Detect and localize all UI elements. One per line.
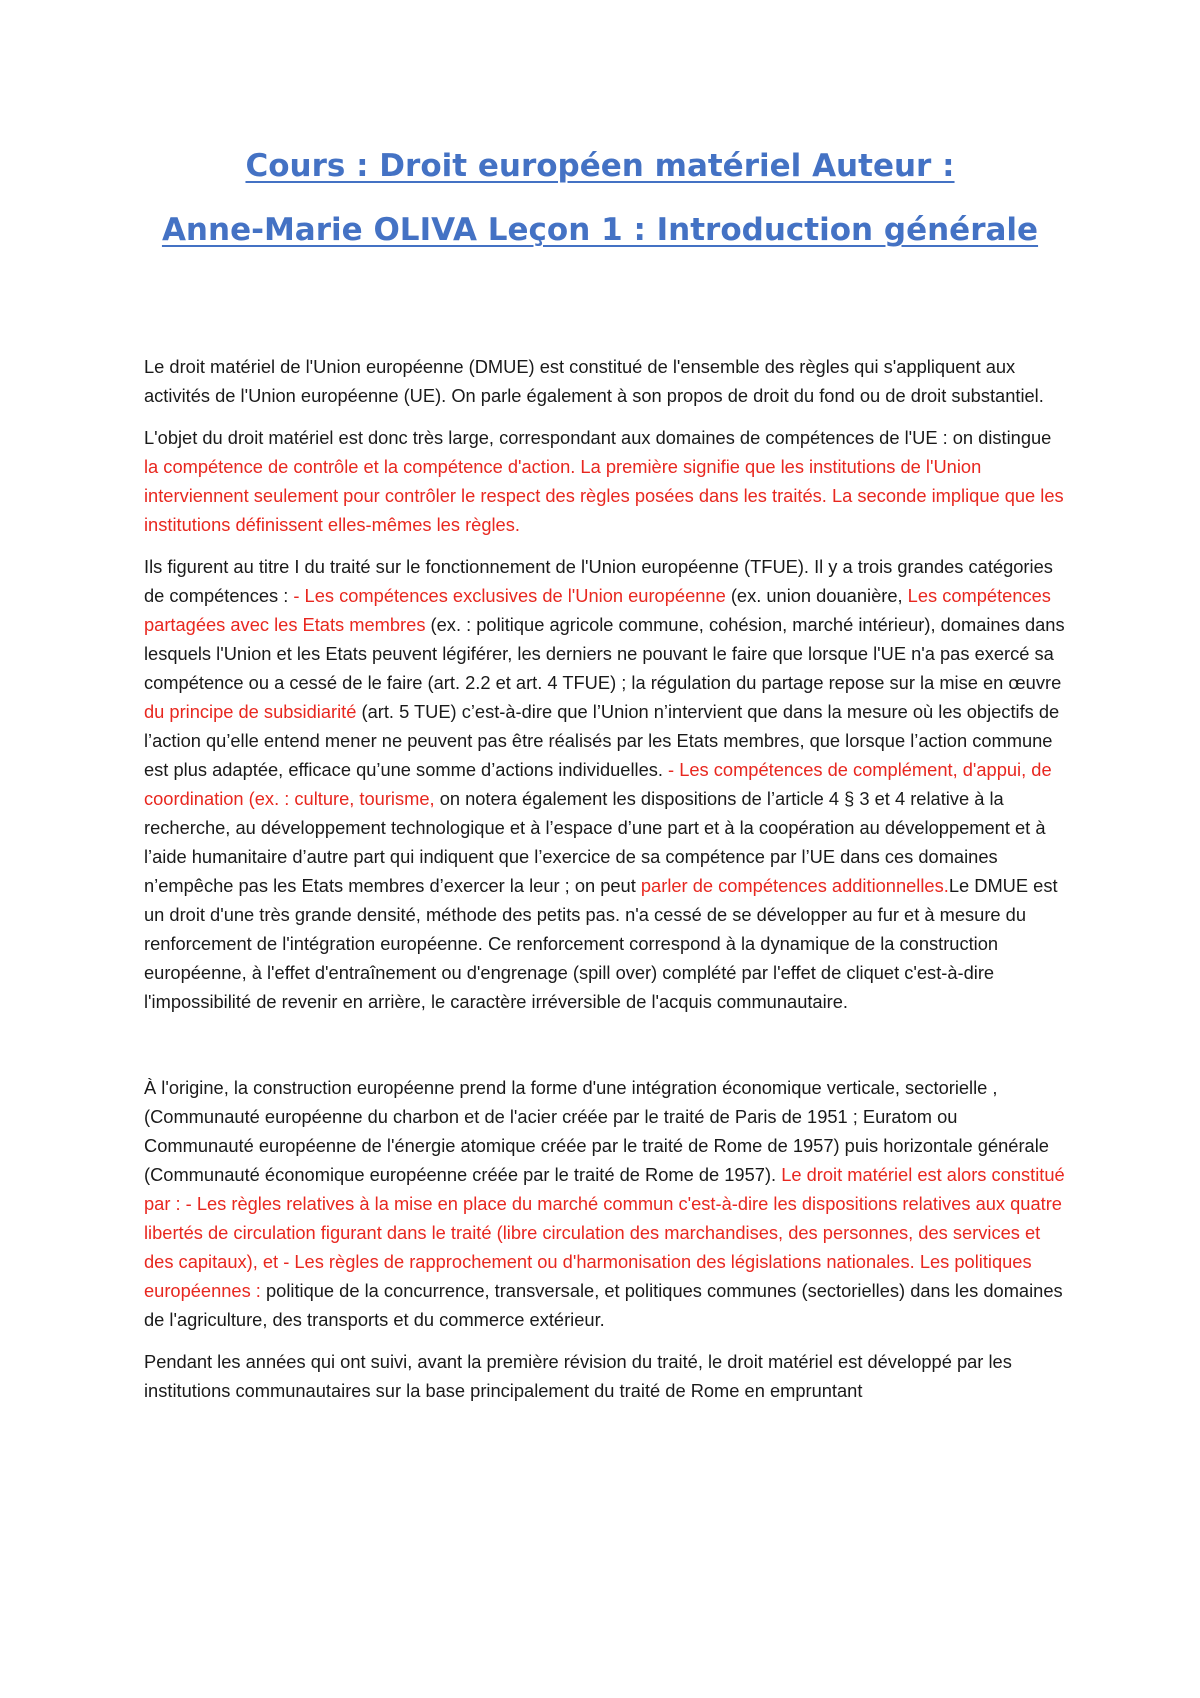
text-segment: (art. 5 TUE) c’est-à-dire que l’Union n’intervient que dans la mesure où les objectifs de l’action qu’elle entend mener ne peuvent pas être réalisés par les Etats membres, que lorsque l’action commune est plus adaptée, efficace qu’une somme d’actions individuelles.	[144, 701, 1060, 780]
highlighted-text-segment: Le droit matériel est alors constitué par : - Les règles relatives à la mise en place du marché commun c'est-à-dire les dispositions relatives aux quatre libertés de circulation figurant dans le traité (libre circulation des marchandises, des personnes, des services et des capitaux), et - Les règles de rapprochement ou d'harmonisation des législations nationales. Les politiques européennes :	[144, 1164, 1065, 1301]
highlighted-text-segment: Les compétences partagées avec les Etats membres	[144, 585, 1051, 635]
paragraph-definition	[144, 352, 1070, 410]
text-segment: Le droit matériel de l'Union européenne (DMUE) est constitué de l'ensemble des règles qui s'appliquent aux activités de l'Union européenne (UE). On parle également à son propos de droit du fond ou de droit substantiel.	[144, 356, 1044, 406]
text-segment: Pendant les années qui ont suivi, avant la première révision du traité, le droit matériel est développé par les institutions communautaires sur la base principalement du traité de Rome en empruntant	[144, 1351, 1012, 1401]
text-segment: (ex. union douanière,	[725, 585, 908, 606]
text-segment: Ils figurent au titre I du traité sur le fonctionnement de l'Union européenne (TFUE). Il y a trois grandes catégories de compétences :	[144, 556, 1053, 606]
highlighted-text-segment: la compétence de contrôle et la compétence d'action. La première signifie que les institutions de l'Union interviennent seulement pour contrôler le respect des règles posées dans les traités. La seconde implique que les institutions définissent elles-mêmes les règles.	[144, 456, 1064, 535]
highlighted-text-segment: du principe de subsidiarité	[144, 701, 357, 722]
text-segment: Le DMUE est un droit d'une très grande densité, méthode des petits pas. n'a cessé de se développer au fur et à mesure du renforcement de l'intégration européenne. Ce renforcement correspond à la dynamique de la construction européenne, à l'effet d'entraînement ou d'engrenage (spill over) complété par l'effet de cliquet c'est-à-dire l'impossibilité de revenir en arrière, le caractère irréversible de l'acquis communautaire.	[144, 875, 1058, 1012]
paragraph-competences	[144, 552, 1070, 1016]
highlighted-text-segment: parler de compétences additionnelles.	[640, 875, 949, 896]
text-segment: L'objet du droit matériel est donc très large, correspondant aux domaines de compétences de l'UE : on distingue	[144, 427, 1052, 448]
text-segment: (ex. : politique agricole commune, cohésion, marché intérieur), domaines dans lesquels l'Union et les Etats peuvent légiférer, les derniers ne pouvant le faire que lorsque l'UE n'a pas exercé sa compétence ou a cessé de le faire (art. 2.2 et art. 4 TFUE) ; la régulation du partage repose sur la mise en œuvre	[144, 614, 1065, 693]
paragraph-objet	[144, 423, 1070, 539]
highlighted-text-segment: - Les compétences exclusives de l'Union européenne	[293, 585, 726, 606]
paragraph-origine	[144, 1073, 1070, 1334]
title-line-1: Cours : Droit européen matériel Auteur :	[245, 148, 955, 184]
highlighted-text-segment: - Les compétences de complément, d'appui, de coordination (ex. : culture, tourisme,	[144, 759, 1052, 809]
document-body	[144, 352, 1070, 1418]
document-title	[0, 148, 1200, 248]
text-segment: À l'origine, la construction européenne prend la forme d'une intégration économique verticale, sectorielle , (Communauté européenne du charbon et de l'acier créée par le traité de Paris de 1951 ; Euratom ou Communauté européenne de l'énergie atomique créée par le traité de Rome de 1957) puis horizontale générale (Communauté économique européenne créée par le traité de Rome de 1957).	[144, 1077, 1049, 1185]
text-segment: politique de la concurrence, transversale, et politiques communes (sectorielles) dans les domaines de l'agriculture, des transports et du commerce extérieur.	[144, 1280, 1063, 1330]
title-line-2: Anne-Marie OLIVA Leçon 1 : Introduction générale	[161, 212, 1039, 248]
paragraph-annees-suivantes	[144, 1347, 1070, 1405]
text-segment: on notera également les dispositions de l’article 4 § 3 et 4 relative à la recherche, au développement technologique et à l’espace d’une part et à la coopération au développement et à l’aide humanitaire d’autre part qui indiquent que l’exercice de sa compétence par l’UE dans ces domaines n’empêche pas les Etats membres d’exercer la leur ; on peut	[144, 788, 1046, 896]
